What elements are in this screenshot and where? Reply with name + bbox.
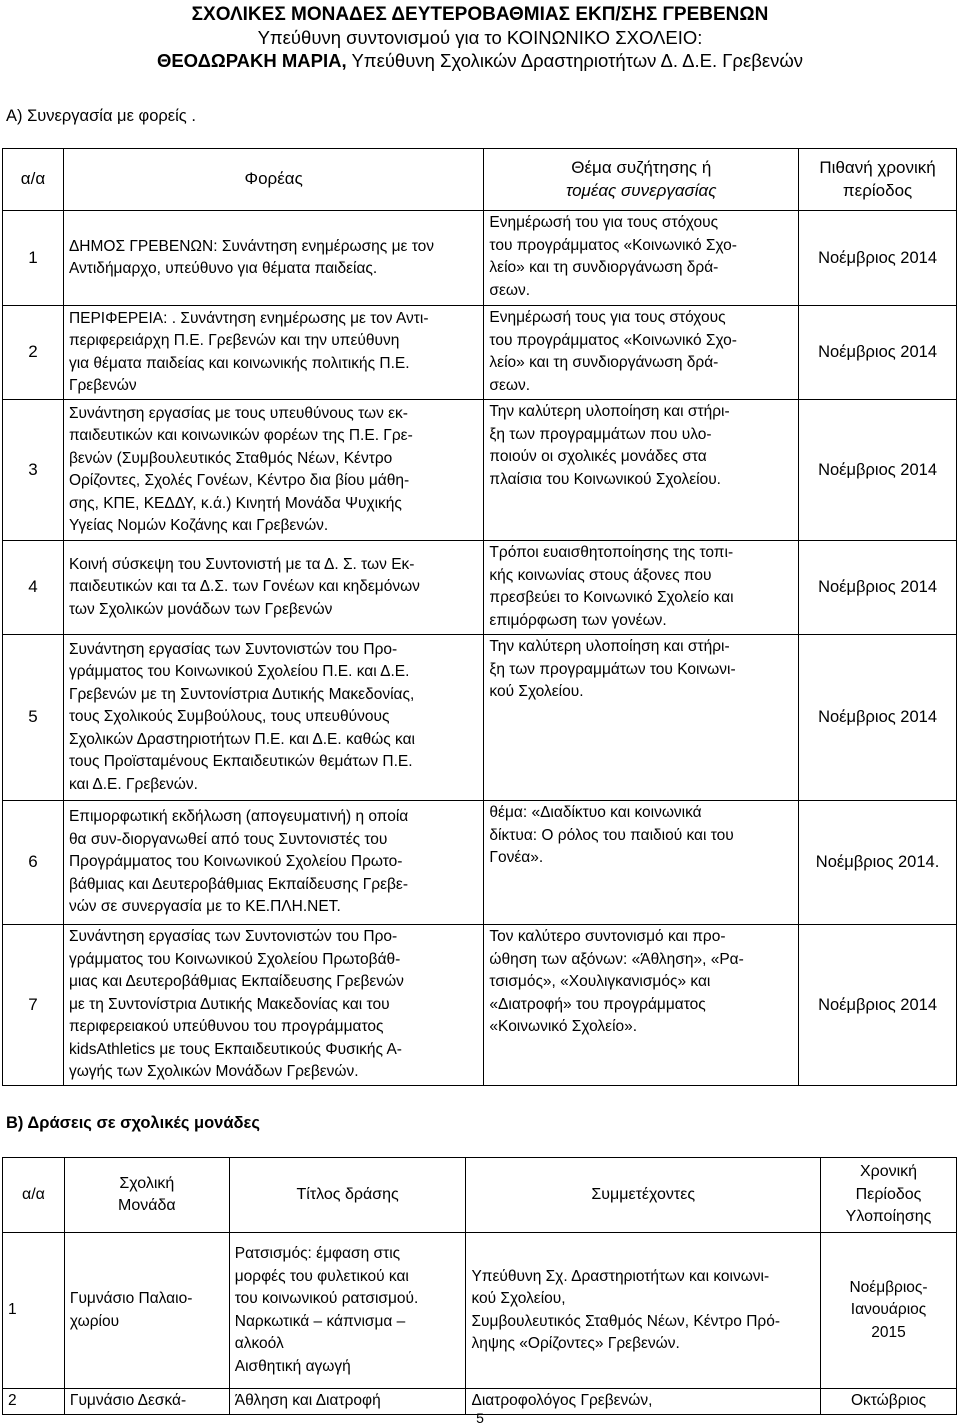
agency-cell: Συνάντηση εργασίας με τους υπευθύνους των εκ- παιδευτικών και κοινωνικών φορέων της Π.Ε. Γρε- βενών (Συμβουλευτικός Σταθμός Νέων, Κέντρο Ορίζοντες, Σχολές Γονέων, Κέντρο δια βίου μάθη- σης, ΚΠΕ, ΚΕΔΔΥ, κ.ά.) Κινητή Μονάδα Ψυχικής Υγείας Νομών Κοζάνης και Γρεβενών. xyxy=(63,400,483,541)
table-row xyxy=(3,306,957,400)
table-row xyxy=(3,635,957,801)
table-row xyxy=(3,1233,957,1389)
header-agency: Φορέας xyxy=(63,149,483,211)
row-number: 2 xyxy=(3,306,64,400)
header-num: α/α xyxy=(3,149,64,211)
row-number: 3 xyxy=(3,400,64,541)
table-row xyxy=(3,541,957,635)
row-number: 6 xyxy=(3,801,64,925)
header-num: α/α xyxy=(3,1158,65,1233)
topic-cell: Τρόποι ευαισθητοποίησης της τοπι- κής κοινωνίας στους άξονες που πρεσβεύει το Κοινωνικό Σχολείο και επιμόρφωση των γονέων. xyxy=(484,541,799,635)
period-cell: Οκτώβριος xyxy=(821,1389,957,1415)
agencies-table xyxy=(2,148,957,1086)
section-b-title: Β) Δράσεις σε σχολικές μονάδες xyxy=(6,1114,260,1132)
period-cell: Νοέμβριος 2014 xyxy=(799,635,957,801)
actions-table xyxy=(2,1157,957,1415)
header-participants: Συμμετέχοντες xyxy=(466,1158,821,1233)
action-title-cell: Άθληση και Διατροφή xyxy=(229,1389,466,1415)
agency-cell: Επιμορφωτική εκδήλωση (απογευματινή) η οποία θα συν-διοργανωθεί από τους Συντονιστές του Προγράμματος του Κοινωνικού Σχολείου Πρωτο- βάθμιας και Δευτεροβάθμιας Εκπαίδευσης Γρεβε- νών σε συνεργασία με το ΚΕ.ΠΛΗ.ΝΕΤ. xyxy=(63,801,483,925)
participants-cell: Διατροφολόγος Γρεβενών, xyxy=(466,1389,821,1415)
table-row xyxy=(3,400,957,541)
section-a-title: Α) Συνεργασία με φορείς . xyxy=(6,107,196,125)
header-period: Χρονική Περίοδος Υλοποίησης xyxy=(821,1158,957,1233)
agency-cell: Συνάντηση εργασίας των Συντονιστών του Προ- γράμματος του Κοινωνικού Σχολείου Π.Ε. και Δ.Ε. Γρεβενών με τη Συντονίστρια Δυτικής Μακεδονίας, τους Σχολικούς Συμβούλους, τους υπευθύνους Σχολικών Δραστηριοτήτων Π.Ε. και Δ.Ε. καθώς και τους Προϊσταμένους Εκπαιδευτικών θεμάτων Π.Ε. και Δ.Ε. Γρεβενών. xyxy=(63,635,483,801)
school-cell: Γυμνάσιο Δεσκά- xyxy=(64,1389,229,1415)
table-row xyxy=(3,801,957,925)
coordinator-name: ΘΕΟΔΩΡΑΚΗ ΜΑΡΙΑ, xyxy=(156,50,347,71)
period-cell: Νοέμβριος 2014 xyxy=(799,400,957,541)
period-cell: Νοέμβριος- Ιανουάριος 2015 xyxy=(821,1233,957,1389)
table-header-row xyxy=(3,1158,957,1233)
action-title-cell: Ρατσισμός: έμφαση στις μορφές του φυλετικού και του κοινωνικού ρατσισμού. Ναρκωτικά – κάπνισμα – αλκοόλ Αισθητική αγωγή xyxy=(229,1233,466,1389)
school-cell: Γυμνάσιο Παλαιο- χωρίου xyxy=(64,1233,229,1389)
topic-cell: θέμα: «Διαδίκτυο και κοινωνικά δίκτυα: Ο ρόλος του παιδιού και του Γονέα». xyxy=(484,801,799,925)
period-cell: Νοέμβριος 2014 xyxy=(799,925,957,1086)
period-cell: Νοέμβριος 2014 xyxy=(799,306,957,400)
header-school: Σχολική Μονάδα xyxy=(64,1158,229,1233)
table-header-row xyxy=(3,149,957,211)
header-line-1: ΣΧΟΛΙΚΕΣ ΜΟΝΑΔΕΣ ΔΕΥΤΕΡΟΒΑΘΜΙΑΣ ΕΚΠ/ΣΗΣ ΓΡΕΒΕΝΩΝ xyxy=(191,4,769,25)
document-header xyxy=(0,3,960,72)
row-number: 5 xyxy=(3,635,64,801)
participants-cell: Υπεύθυνη Σχ. Δραστηριοτήτων και κοινωνι- κού Σχολείου, Συμβουλευτικός Σταθμός Νέων, Κέντρο Πρό- ληψης «Ορίζοντες» Γρεβενών. xyxy=(466,1233,821,1389)
period-cell: Νοέμβριος 2014. xyxy=(799,801,957,925)
row-number: 4 xyxy=(3,541,64,635)
page-number: 5 xyxy=(476,1410,484,1426)
topic-cell: Την καλύτερη υλοποίηση και στήρι- ξη των προγραμμάτων που υλο- ποιούν οι σχολικές μονάδες στα πλαίσια του Κοινωνικού Σχολείου. xyxy=(484,400,799,541)
topic-cell: Τον καλύτερο συντονισμό και προ- ώθηση των αξόνων: «Άθληση», «Ρα- τσισμός», «Χουλιγκανισμός» και «Διατροφή» του προγράμματος «Κοινωνικό Σχολείο». xyxy=(484,925,799,1086)
row-number: 7 xyxy=(3,925,64,1086)
header-period: Πιθανή χρονική περίοδος xyxy=(799,149,957,211)
header-topic: Θέμα συζήτησης ή τομέας συνεργασίας xyxy=(484,149,799,211)
agency-cell: ΔΗΜΟΣ ΓΡΕΒΕΝΩΝ: Συνάντηση ενημέρωσης με τον Αντιδήμαρχο, υπεύθυνο για θέματα παιδείας. xyxy=(63,211,483,306)
row-number: 1 xyxy=(3,211,64,306)
row-number: 2 xyxy=(3,1389,65,1415)
topic-cell: Την καλύτερη υλοποίηση και στήρι- ξη των προγραμμάτων του Κοινωνι- κού Σχολείου. xyxy=(484,635,799,801)
row-number: 1 xyxy=(3,1233,65,1389)
topic-cell: Ενημέρωσή τους για τους στόχους του προγράμματος «Κοινωνικό Σχο- λείο» και τη συνδιοργάνωση δρά- σεων. xyxy=(484,306,799,400)
table-row xyxy=(3,925,957,1086)
header-line-3 xyxy=(0,49,960,72)
table-row xyxy=(3,211,957,306)
agency-cell: ΠΕΡΙΦΕΡΕΙΑ: . Συνάντηση ενημέρωσης με τον Αντι- περιφερειάρχη Π.Ε. Γρεβενών και την υπεύθυνη για θέματα παιδείας και κοινωνικής πολιτικής Π.Ε. Γρεβενών xyxy=(63,306,483,400)
agency-cell: Κοινή σύσκεψη του Συντονιστή με τα Δ. Σ. των Εκ- παιδευτικών και τα Δ.Σ. των Γονέων και κηδεμόνων των Σχολικών μονάδων των Γρεβενών xyxy=(63,541,483,635)
period-cell: Νοέμβριος 2014 xyxy=(799,541,957,635)
topic-cell: Ενημέρωσή του για τους στόχους του προγράμματος «Κοινωνικό Σχο- λείο» και τη συνδιοργάνωση δρά- σεων. xyxy=(484,211,799,306)
period-cell: Νοέμβριος 2014 xyxy=(799,211,957,306)
coordinator-role: Υπεύθυνη Σχολικών Δραστηριοτήτων Δ. Δ.Ε. Γρεβενών xyxy=(346,50,804,71)
header-title: Τίτλος δράσης xyxy=(229,1158,466,1233)
header-line-2: Υπεύθυνη συντονισμού για το ΚΟΙΝΩΝΙΚΟ ΣΧΟΛΕΙΟ: xyxy=(257,27,703,48)
agency-cell: Συνάντηση εργασίας των Συντονιστών του Προ- γράμματος του Κοινωνικού Σχολείου Πρωτοβάθ- μιας και Δευτεροβάθμιας Εκπαίδευσης Γρεβενών με τη Συντονίστρια Δυτικής Μακεδονίας και του περιφερειακού υπεύθυνου του προγράμματος kidsAthletics με τους Εκπαιδευτικούς Φυσικής Α- γωγής των Σχολικών Μονάδων Γρεβενών. xyxy=(63,925,483,1086)
